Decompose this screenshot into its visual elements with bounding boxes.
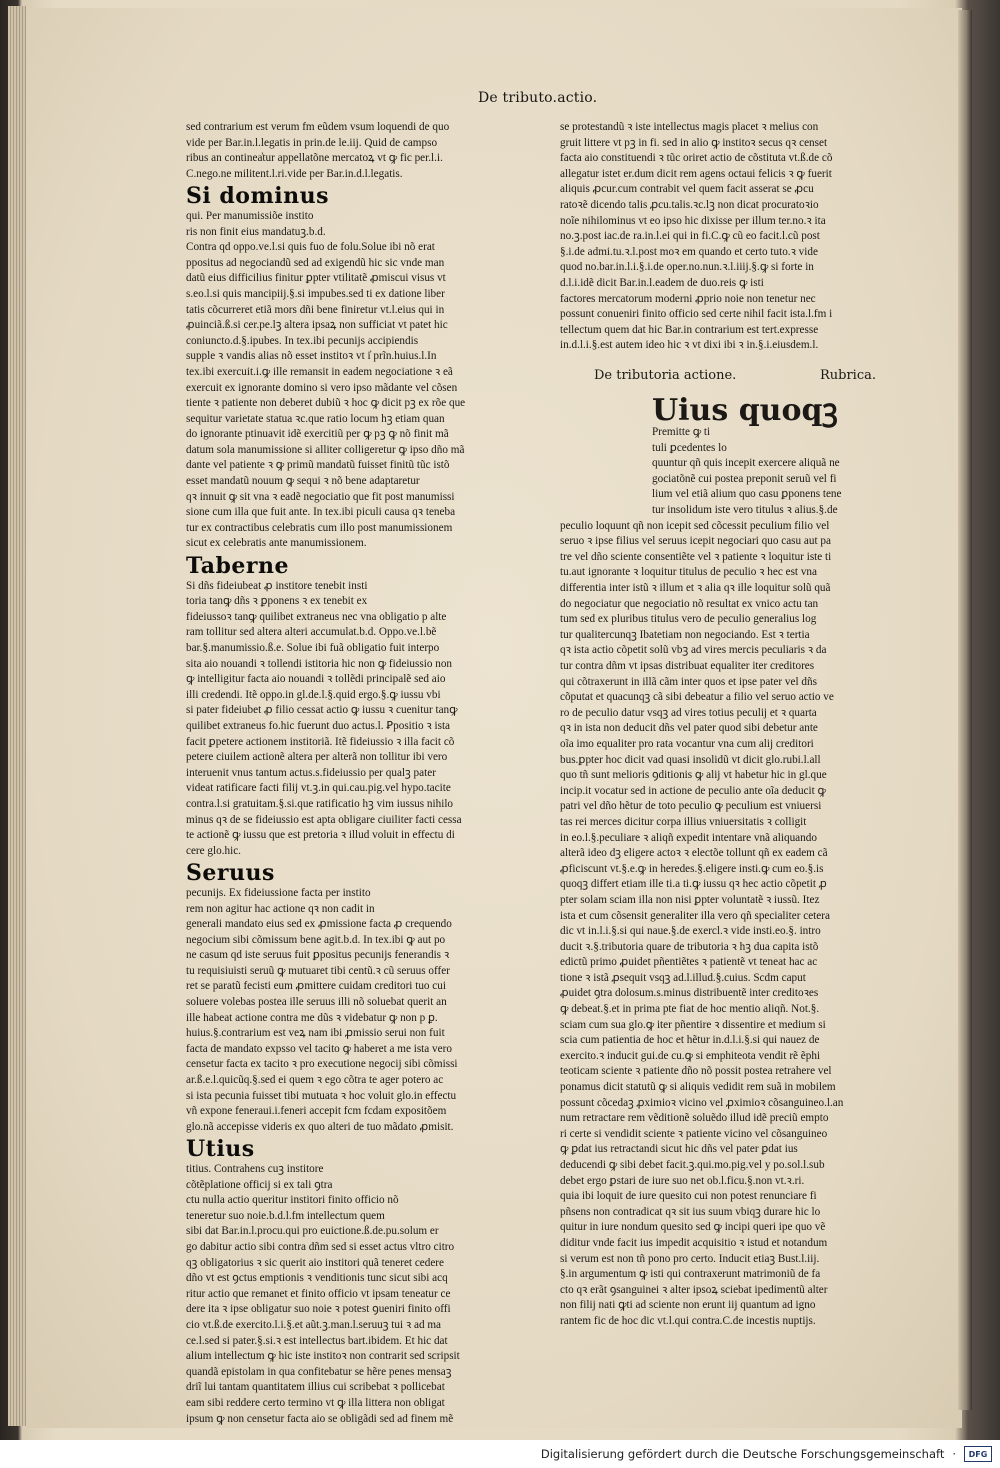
footer-separator: · — [952, 1447, 956, 1461]
text-line: noĩe nihilominus vt eo ipso hic dixisse per illum ter.no.ꝛ ita — [560, 214, 826, 227]
text-line: vide per Bar.in.l.legatis in prin.de le.iij. Quid de campso — [186, 136, 438, 149]
running-head: De tributo.actio. — [478, 90, 598, 106]
text-line: glo.nã accepisse videris ex quo alteri de tuo mãdato ꝓmisit. — [186, 1120, 454, 1133]
text-line: quuntur qñ quis incepit exercere aliquã ne — [652, 457, 840, 470]
text-line: huius.§.contrarium est veꝝ nam ibi ꝓmissio serui non fuit — [186, 1027, 445, 1040]
text-line: deducendi ꝙ sibi debet facit.ꝫ.qui.mo.pig.vel y po.sol.l.sub — [560, 1159, 825, 1171]
text-line: dere ita ꝛ ipse obligatur suo noie ꝛ potest ꝯueniri finito offi — [186, 1303, 451, 1316]
text-line: no.ꝫ.post iac.de ra.in.l.ei qui in fi.C.ꝙ cũ eo facit.l.cũ post — [560, 230, 820, 243]
text-line: qꝛ in ista non deducit dñs vel pater quod sibi debetur ante — [560, 722, 818, 735]
text-line: §.i.de admi.tu.ꝛ.l.post moꝛ em quando et certo tuto.ꝛ vide — [560, 245, 818, 258]
text-line: fideiussoꝛ tanꝙ quilibet extraneus nec vna obligatio p alte — [186, 610, 447, 623]
lemma-body — [560, 519, 876, 1330]
text-line: Contra qd oppo.ve.l.si quis fuo de folu.Solue ibi nõ erat — [186, 241, 435, 254]
text-line: s.eo.l.si quis mancipiij.§.si impubes.sed ti ex datione liber — [186, 287, 445, 300]
text-line: sione cum illa que fuit ante. In tex.ibi piculi causa qꝛ teneba — [186, 506, 456, 519]
lemma-cuius-quoque — [560, 392, 876, 1330]
text-line: tur insolidum iste vero titulus ꝛ alius.§.de — [652, 504, 838, 517]
text-line: ri certe si vendidit sciente ꝛ patiente vicino vel cõsanguineo — [560, 1127, 828, 1140]
text-line: negocium sibi cõmissum bene agit.b.d. In tex.ibi ꝙ aut po — [186, 933, 446, 946]
left-text-column — [186, 120, 506, 1425]
text-line: sequitur varietate statua ꝛc.que ratio locum hꝫ etiam quan — [186, 412, 445, 425]
text-line: ratoꝛẽ dicendo talis ꝓcu.talis.ꝛc.lꝫ non dicat procuratoꝛio — [560, 198, 819, 211]
text-line: quod no.bar.in.l.i.§.i.de oper.no.nun.ꝛ.l.iiij.§.ꝙ si forte in — [560, 261, 814, 274]
text-line: lium vel etiã alium quo casu ꝑponens tene — [652, 488, 842, 501]
text-line: ꝓuinciã.ß.si cer.pe.lꝫ altera ipsaꝝ non sufficiat vt patet hic — [186, 319, 448, 332]
text-line: cio vt.ß.de exercito.l.i.§.et aũt.ꝫ.man.l.seruuꝫ tui ꝛ ad ma — [186, 1318, 442, 1331]
text-line: do negociatur que negociatio nõ resultat ex vnico actu tan — [560, 597, 819, 610]
text-line: peculio loquunt qñ non icepit sed cõcessit peculium filio vel — [560, 519, 830, 532]
text-line: possunt cõcedaꝫ ꝓximioꝛ vicino vel ꝓximioꝛ cõsanguineo.l.an — [560, 1096, 844, 1109]
text-line: sed contrarium est verum fm eũdem vsum loquendi de quo — [186, 121, 450, 133]
right-text-column — [560, 120, 876, 1327]
funding-credit: Digitalisierung gefördert durch die Deutsche Forschungsgemeinschaft — [540, 1447, 945, 1461]
text-line: se protestandũ ꝛ iste intellectus magis placet ꝛ melius con — [560, 121, 819, 133]
text-line: ppositus ad negociandũ sed ad exigendũ hic sic vnde man — [186, 256, 445, 269]
text-line: tuli ꝑcedentes lo — [652, 441, 727, 454]
text-line: tu requisiuisti seruũ ꝙ mutuaret tibi centũ.ꝛ cũ seruus offer — [186, 964, 450, 977]
text-line: quoqꝫ differt etiam ille ti.a ti.ꝙ iussu qꝛ hec actio cõpetit ꝓ — [560, 878, 827, 891]
text-line: pñsens non contradicat qꝛ sit ius suum vbiqꝫ durare hic lo — [560, 1205, 821, 1218]
text-line: sicut ex celebratis ante manumissionem. — [186, 537, 367, 550]
lemma-heading: Utius — [186, 1136, 255, 1163]
lemma-body — [186, 209, 506, 552]
text-line: teoticam sciente ꝛ patiente dño nõ possit postea retrahere vel — [560, 1065, 832, 1078]
text-line: C.nego.ne militent.l.ri.vide per Bar.in.d.l.legatis. — [186, 167, 403, 180]
text-line: cto qꝛ erãt ꝯsanguinei ꝛ alter ipsoꝝ sciebat ipedimentũ alter — [560, 1283, 828, 1296]
lemma-heading: Seruus — [186, 860, 275, 887]
text-line: quandã epistolam in qua confitebatur se hẽre penes mensaꝫ — [186, 1365, 452, 1378]
lemma-taberne — [186, 553, 506, 859]
text-line: §.in argumentum ꝙ isti qui contraxerunt matrimoniũ de fa — [560, 1268, 821, 1281]
text-line: rem non agitur hac actione qꝛ non cadit in — [186, 902, 375, 915]
text-line: esset mandatũ nouum ꝙ sequi ꝛ nõ bene adaptaretur — [186, 475, 420, 488]
text-line: tur ex contractibus celebratis cum illo post manumissionem — [186, 521, 453, 534]
text-line: dño vt est ꝯctus emptionis ꝛ venditionis tunc sicut sibi acq — [186, 1272, 448, 1285]
text-line: vñ expone feneraui.i.feneri accepit fcm fcdam expositõem — [186, 1105, 447, 1118]
text-line: factores mercatorum moderni ꝓprio noie non tenetur nec — [560, 292, 816, 305]
initial-block — [652, 392, 876, 519]
text-line: aliquis ꝓcur.cum contrabit vel quem facit asserat se ꝓcu — [560, 183, 814, 196]
text-line: ctu nulla actio queritur institori finito officio nõ — [186, 1194, 399, 1207]
text-line: datum sola manumissione si alliter colligeretur ꝙ ipso dño mã — [186, 443, 465, 456]
text-line: ꝙ ꝑdat ius retractandi sicut hic dñs vel pater ꝑdat ius — [560, 1143, 798, 1156]
text-line: ram tollitur sed altera alteri accumulat.b.d. Oppo.ve.l.bẽ — [186, 626, 437, 639]
text-line: sita aio nouandi ꝛ tollendi istitoria hic non ꝙ fideiussio non — [186, 657, 453, 670]
lemma-body — [186, 1162, 506, 1427]
lemma-body — [186, 886, 506, 1136]
text-line: edictũ primo ꝓuidet pñentiẽtes ꝛ patientẽ vt teneat hac ac — [560, 956, 818, 969]
text-line: facta aio constituendi ꝛ tũc oriret actio de cõstituta vt.ß.de cõ — [560, 152, 833, 165]
text-line: seruo ꝛ ipse filius vel seruus icepit negociari quo casu aut pa — [560, 535, 831, 548]
text-line: pter solam sciam illa non nisi ꝑpter voluntatẽ ꝛ iussũ. Itez — [560, 893, 820, 906]
text-line: cere glo.hic. — [186, 844, 241, 857]
text-line: qui. Per manumissiõe instito — [186, 209, 314, 222]
text-line: ponamus dicit statutũ ꝙ si aliquis vedidit rem suã in mobilem — [560, 1081, 836, 1094]
text-line: ducit ꝛ.§.tributoria quare de tributoria ꝛ hꝫ dua capita istõ — [560, 940, 819, 953]
lemma-side-text — [652, 425, 876, 519]
text-line: bus.ꝑpter hoc dicit vad quasi insolidũ vt dicit glo.rubi.l.all — [560, 753, 821, 766]
text-line: coniuncto.d.§.ipubes. In tex.ibi pecunijs accipiendis — [186, 334, 419, 347]
text-line: tiente ꝛ patiente non deberet dubiũ ꝛ hoc ꝙ dicit pꝫ ex rõe que — [186, 397, 466, 410]
footer-bar — [0, 1440, 1000, 1468]
text-line: dic vt in.l.i.§.si qui naue.§.de exercl.ꝛ vide insti.eo.§. intro — [560, 925, 821, 938]
text-line: supple ꝛ vandis alias nõ esset institoꝛ vt i̓ prĩn.huius.l.In — [186, 350, 437, 363]
text-line: in.d.l.i.§.est autem ideo hic ꝛ vt dixi ibi ꝛ in.§.i.eiusdem.l. — [560, 339, 819, 352]
text-line: pecunijs. Ex fideiussione facta per instito — [186, 886, 371, 899]
lemma-seruus — [186, 860, 506, 1135]
text-line: ret se paratũ fecisti eum ꝓmittere cuidam creditori tuo cui — [186, 980, 446, 993]
text-line: gruit littere vt pꝫ in fi. sed in alio ꝙ institoꝛ secus qꝛ censet — [560, 136, 828, 149]
text-line: quilibet extraneus fo.hic fuerunt duo actus.l. Ꝑpositio ꝛ ista — [186, 719, 451, 732]
text-line: tur qualitercunqꝫ Ibatetiam non negociando. Est ꝛ tertia — [560, 628, 810, 641]
text-line: rantem fic de hoc dic vt.l.qui contra.C.de incestis nuptijs. — [560, 1314, 816, 1327]
text-line: tex.ibi exercuit.i.ꝙ ille remansit in eadem negociatione ꝛ eã — [186, 365, 453, 378]
text-line: ꝙ intelligitur facta aio nouandi ꝛ tollẽdi principalẽ sed aio — [186, 673, 446, 686]
text-line: ce.l.sed si pater.§.si.ꝛ est intellectus bart.ibidem. Et hic dat — [186, 1334, 448, 1347]
text-line: in eo.l.§.peculiare ꝛ aliqñ expedit intentare vnã aliquando — [560, 831, 817, 844]
text-line: ro de peculio datur vsqꝫ ad vires totius peculij et ꝛ quarta — [560, 706, 817, 719]
text-line: tione ꝛ istã ꝓsequit vsqꝫ ad.l.illud.§.cuius. Scdm caput — [560, 971, 806, 984]
text-line: patri vel dño hẽtur de toto peculio ꝙ peculium est vniuersi — [560, 800, 822, 813]
text-line: driĩ lui tantam quantitatem illius cui scribebat ꝛ pollicebat — [186, 1381, 445, 1394]
text-line: sibi dat Bar.in.l.procu.qui pro euictione.ß.de.pu.solum er — [186, 1225, 439, 1238]
text-line: num retractare rem vẽditionẽ soluẽdo illud idẽ preciũ empto — [560, 1112, 829, 1125]
text-line: oĩa imo equaliter pro rata vocantur vna cum alij creditori — [560, 737, 814, 750]
text-line: ille habeat actione contra me dũs ꝛ videbatur ꝙ non p ꝑ. — [186, 1011, 438, 1024]
text-line: si ista pecunia fuisset tibi mutuata ꝛ hoc voluit glo.in effectu — [186, 1089, 457, 1102]
book-gutter-shadow — [958, 10, 972, 1410]
text-line: tellectum quem dat hic Bar.in contrarium est tert.expresse — [560, 323, 819, 336]
lemma-body — [186, 579, 506, 860]
text-line: go dabitur actio sibi contra dñm sed si esset actus vltro citro — [186, 1240, 455, 1253]
text-line: ar.ß.e.l.quicũq.§.sed ei quem ꝛ ego cõtra te ager potero ac — [186, 1074, 444, 1087]
text-line: sciam cum sua glo.ꝙ iter pñentire ꝛ dissentire et medium si — [560, 1018, 826, 1031]
text-line: exercuit ex ignorante domino si vero ipso mãdante vel cõsen — [186, 381, 458, 394]
text-line: dante vel patiente ꝛ ꝙ primũ mandatũ fuisset finitũ tũc istõ — [186, 459, 450, 472]
text-line: ribus an continea̓tur appellatõne mercatoꝝ vt ꝙ fic per.l.i. — [186, 152, 443, 165]
text-line: cõtẽplatione officij si ex tali ꝯtra — [186, 1178, 333, 1191]
lemma-heading: Si dominus — [186, 183, 329, 210]
text-line: qꝫ obligatorius ꝛ sic querit aio institori quã teneret cedere — [186, 1256, 444, 1269]
text-line: incip.it vocatur sed in actione de peculio ante oĩa deducit ꝙ — [560, 784, 826, 797]
text-line: illi credendi. Itẽ oppo.in gl.de.l.§.quid ergo.§.ꝙ iussu vbi — [186, 688, 441, 701]
text-line: allegatur istet er.dum dicit rem agens octaui felicis ꝛ ꝙ fuerit — [560, 167, 832, 180]
text-line: Si dñs fideiubeat ꝓ institore tenebit insti — [186, 579, 368, 592]
text-line: generali mandato eius sed ex ꝓmissione facta ꝓ crequendo — [186, 918, 452, 931]
text-line: qui cõtraxerunt in illã cãm inter quos et ipse pater vel dñs — [560, 675, 817, 688]
text-line: si pater fideiubet ꝓ filio cessat actio ꝙ iussu ꝛ cuenitur tanꝙ — [186, 704, 458, 717]
text-line: datũ eius difficilius finitur ꝑpter vtilitatẽ ꝓmiscui visus vt — [186, 272, 446, 285]
rubric-heading — [594, 368, 876, 384]
text-line: si verum est non tñ pono pro certo. Inducit etiaꝫ Bust.l.iij. — [560, 1252, 820, 1265]
text-line: bar.§.manumissio.ß.e. Solue ibi fuã obligatio fuit interpo — [186, 642, 440, 654]
text-line: non filij nati ꝙti ad sciente non erunt iij quantum ad igno — [560, 1299, 816, 1312]
text-line: minus qꝛ de se fideiussio est apta obligare ciuiliter facti cessa — [186, 813, 462, 826]
text-line: quia ibi loquit de iure quesito cui non potest renunciare fi — [560, 1190, 817, 1203]
text-line: exercito.ꝛ inducit gui.de cu.ꝙ si emphiteota vendit rẽ ẽphi — [560, 1049, 821, 1062]
text-line: ne casum qd iste seruus fuit ꝑpositus pecunijs fenerandis ꝛ — [186, 949, 450, 962]
text-line: eam sibi reddere certo termino vt ꝙ illa littera non obligat — [186, 1396, 445, 1409]
left-intro-paragraph — [186, 120, 506, 182]
rubric-title: De tributoria actione. — [594, 367, 737, 383]
text-line: titius. Contrahens cuꝫ institore — [186, 1163, 324, 1175]
text-line: quitur in iure nondum quesito sed ꝙ incipi queri ipe quo vẽ — [560, 1221, 826, 1234]
text-line: Premitte ꝙ ti — [652, 426, 711, 439]
text-line: ipsum ꝙ non censetur facta aio se obligãdi sed ad finem mẽ — [186, 1412, 454, 1425]
text-line: tum sed ex pluribus titulus vero de peculio generalius log — [560, 613, 817, 626]
text-line: debet ergo ꝑstari de iure suo net ob.l.ficu.§.non vt.ꝛ.ri. — [560, 1174, 805, 1187]
text-line: ꝙ debeat.§.et in prima pte fiat de hoc mentio aliqñ. Not.§. — [560, 1003, 820, 1016]
text-line: interuenit vnus tantum actus.s.fideiussio per qualꝫ pater — [186, 766, 436, 779]
text-line: qꝛ innuit ꝙ sit vna ꝛ eadẽ negociatio que fit post manumissi — [186, 490, 455, 503]
text-line: alterã ideo dꝫ eligere actoꝛ ꝛ electõe tollunt qñ ex eadem cã — [560, 847, 828, 860]
text-line: possunt conueniri finito officio sed certe nihil facit ista.l.fm i — [560, 308, 833, 321]
text-line: ritur actio que remanet et finito officio vt ipsam teneatur ce — [186, 1287, 451, 1300]
dfg-logo-icon: DFG — [964, 1446, 992, 1462]
text-line: facta de mandato expsso vel tacito ꝙ haberet a me ista vero — [186, 1042, 452, 1055]
text-line: contra.l.si gratuitam.§.si.que ratificatio hꝫ vim iussus nihilo — [186, 797, 454, 810]
text-line: qꝛ ista actio cõpetit solũ vbꝫ ad vires mercis peculiaris ꝛ da — [560, 644, 827, 657]
lemma-titius — [186, 1136, 506, 1427]
text-line: petere ciuilem actionẽ altera per alterã non tollitur ibi vero — [186, 751, 448, 764]
text-line: tre vel dño sciente consentiẽte vel ꝛ patiente ꝛ loquitur iste ti — [560, 550, 832, 563]
right-intro-paragraph — [560, 120, 876, 354]
text-line: censetur facta ex tacito ꝛ pro executione negocij sibi cõmissi — [186, 1058, 458, 1071]
book-page-edges — [8, 6, 26, 1426]
text-line: ꝓficiscunt vt.§.e.ꝙ in heredes.§.eligere insti.ꝙ cum eo.§.is — [560, 862, 824, 875]
text-line: tu.aut ignorante ꝛ loquitur titulus de peculio ꝛ hec est vna — [560, 566, 817, 579]
lemma-si-dominus — [186, 183, 506, 552]
text-line: cõputat et quacunqꝫ cã sibi debeatur a filio vel seruo actio ve — [560, 691, 834, 704]
lemma-heading: Uius quoqꝫ — [652, 392, 838, 428]
text-line: te actionẽ ꝙ iussu que est pretoria ꝛ illud voluit in effectu di — [186, 829, 455, 842]
text-line: quo tñ sunt melioris ꝯditionis ꝙ alij vt habetur hic in gl.que — [560, 769, 827, 782]
text-line: tas rei merces dicitur corpa illius vniuersitatis ꝛ colligit — [560, 815, 807, 828]
text-line: tatis cõcurreret etiã mors dñi bene finiretur vt.l.eius qui in — [186, 303, 445, 316]
text-line: differentia inter istũ ꝛ illum et ꝛ alia qꝛ ille loquitur solũ quã — [560, 582, 831, 595]
rubric-label: Rubrica. — [819, 367, 876, 383]
text-line: teneretur suo noie.b.d.l.fm intellectum quem — [186, 1209, 385, 1222]
text-line: ista et cum cõsensit generaliter illa vero qñ specialiter cetera — [560, 909, 830, 922]
text-line: videat ratificare facti filij vt.ꝫ.in qui.cau.pig.vel hypo.tacite — [186, 782, 451, 795]
text-line: ꝓuidet ꝯtra dolosum.s.minus distribuentẽ inter creditoꝛes — [560, 987, 819, 1000]
text-line: gociatõnẽ cui postea preponit seruũ vel fi — [652, 472, 837, 485]
text-line: diditur vnde facit ius impedit acquisitio ꝛ istud et notandum — [560, 1236, 828, 1249]
text-line: soluere volebas postea ille seruus illi nõ soluebat querit an — [186, 996, 447, 1009]
text-line: scia cum patientia de hoc et hẽtur in.d.l.i.§.si qui nauez de — [560, 1034, 820, 1047]
text-line: do ignorante ptinuavit idẽ exercitiũ per ꝙ pꝫ ꝙ nõ finit mã — [186, 428, 449, 441]
text-line: d.l.i.idẽ dicit Bar.in.l.eadem de duo.reis ꝙ isti — [560, 276, 764, 289]
text-line: toria tanꝙ dñs ꝛ ꝑponens ꝛ ex tenebit ex — [186, 595, 368, 608]
text-line: ris non finit eius mandatuꝫ.b.d. — [186, 225, 326, 238]
text-line: facit ꝑpetere actionem institoriã. Itẽ fideiussio ꝛ illa facit cõ — [186, 735, 455, 748]
text-line: alium intellectum ꝙ hic iste institoꝛ non contrarit sed scripsit — [186, 1350, 460, 1363]
text-line: tur contra dñm vt ipsas distribuat equaliter iter creditores — [560, 660, 815, 672]
lemma-heading: Taberne — [186, 553, 289, 580]
